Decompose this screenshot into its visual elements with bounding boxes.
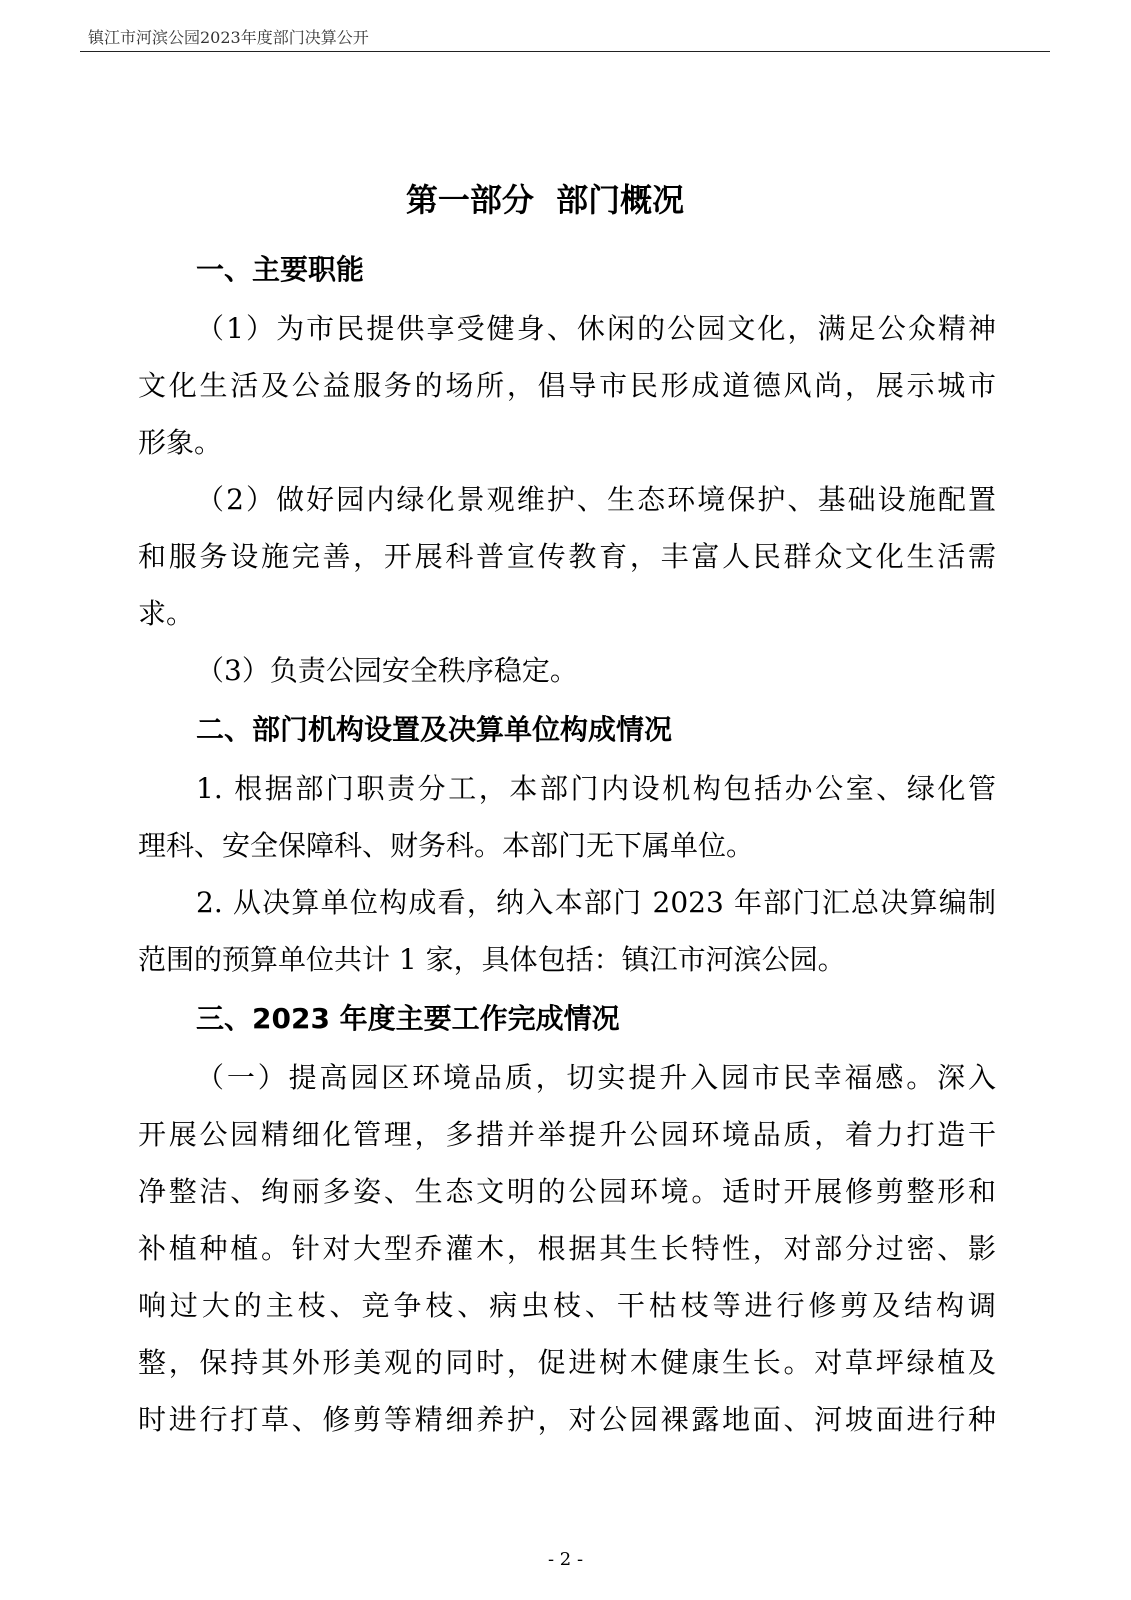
running-header: 镇江市河滨公园2023年度部门决算公开 (88, 28, 369, 47)
paragraph-line: （2）做好园内绿化景观维护、生态环境保护、基础设施配置 (196, 483, 996, 516)
paragraph-line: （1）为市民提供享受健身、休闲的公园文化，满足公众精神 (196, 312, 996, 345)
paragraph-line: 范围的预算单位共计 1 家，具体包括：镇江市河滨公园。 (138, 943, 846, 976)
section-heading-2: 二、部门机构设置及决算单位构成情况 (196, 713, 673, 746)
paragraph-line: 求。 (138, 597, 195, 630)
page-title: 第一部分 部门概况 (405, 181, 685, 219)
paragraph-line: 和服务设施完善，开展科普宣传教育，丰富人民群众文化生活需 (138, 540, 996, 573)
paragraph-line: 文化生活及公益服务的场所，倡导市民形成道德风尚，展示城市 (138, 369, 996, 402)
page-number: - 2 - (547, 1549, 584, 1570)
header-rule (80, 51, 1050, 52)
paragraph-line: 理科、安全保障科、财务科。本部门无下属单位。 (138, 829, 755, 862)
paragraph-line: 响过大的主枝、竞争枝、病虫枝、干枯枝等进行修剪及结构调 (138, 1289, 996, 1322)
paragraph-line: 净整洁、绚丽多姿、生态文明的公园环境。适时开展修剪整形和 (138, 1175, 996, 1208)
paragraph-line: 开展公园精细化管理，多措并举提升公园环境品质，着力打造干 (138, 1118, 996, 1151)
paragraph-line: （一）提高园区环境品质，切实提升入园市民幸福感。深入 (196, 1061, 996, 1094)
paragraph-line: 2. 从决算单位构成看，纳入本部门 2023 年部门汇总决算编制 (196, 886, 996, 919)
paragraph-line: 1. 根据部门职责分工，本部门内设机构包括办公室、绿化管 (196, 772, 996, 805)
paragraph-line: 时进行打草、修剪等精细养护，对公园裸露地面、河坡面进行种 (138, 1403, 996, 1436)
paragraph-line: 整，保持其外形美观的同时，促进树木健康生长。对草坪绿植及 (138, 1346, 996, 1379)
paragraph-line: （3）负责公园安全秩序稳定。 (196, 654, 578, 687)
section-heading-1: 一、主要职能 (196, 253, 365, 286)
paragraph-line: 形象。 (138, 426, 223, 459)
section-heading-3: 三、2023 年度主要工作完成情况 (196, 1002, 620, 1035)
paragraph-line: 补植种植。针对大型乔灌木，根据其生长特性，对部分过密、影 (138, 1232, 996, 1265)
